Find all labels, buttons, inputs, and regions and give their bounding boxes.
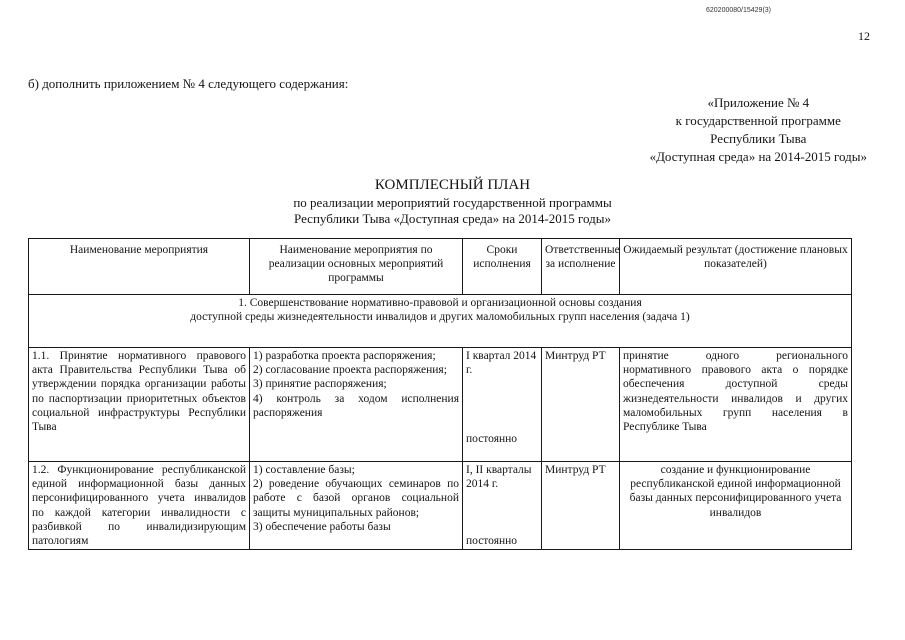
appendix-line: к государственной программе <box>675 113 841 128</box>
step-item: 4) контроль за ходом исполнения распоряжения <box>253 392 459 419</box>
section-heading-line: 1. Совершенствование нормативно-правовой и организационной основы создания <box>238 297 642 309</box>
term-end: постоянно <box>466 535 518 548</box>
appendix-block <box>650 94 867 166</box>
term-cell <box>463 348 542 462</box>
table-header-row <box>29 239 852 295</box>
step-item: 3) принятие распоряжения; <box>253 378 387 391</box>
appendix-line: «Приложение № 4 <box>707 95 810 110</box>
responsible-cell: Минтруд РТ <box>542 348 620 462</box>
plan-table <box>28 238 852 550</box>
column-header: Ожидаемый результат (достижение плановых показателей) <box>620 239 852 295</box>
column-header: Наименование мероприятия по реализации основных мероприятий программы <box>250 239 463 295</box>
section-row <box>29 295 852 348</box>
step-item: 2) роведение обучающих семинаров по работе с базой органов социальной защиты муниципальных районов; <box>253 478 459 519</box>
plan-title: КОМПЛЕСНЫЙ ПЛАН <box>374 177 531 193</box>
column-header: Ответственные за исполнение <box>542 239 620 295</box>
column-header: Сроки исполнения <box>463 239 542 295</box>
intro-text: б) дополнить приложением № 4 следующего содержания: <box>28 76 349 91</box>
activity-steps <box>250 348 463 462</box>
document-id: 620200080/15429(3) <box>706 7 772 14</box>
step-item: 3) обеспечение работы базы <box>253 520 391 533</box>
appendix-line: «Доступная среда» на 2014-2015 годы» <box>649 149 867 164</box>
table-row <box>29 462 852 550</box>
step-item: 1) разработка проекта распоряжения; <box>253 350 436 362</box>
section-heading <box>29 295 852 348</box>
responsible-cell: Минтруд РТ <box>542 462 620 550</box>
page-number: 12 <box>858 29 870 43</box>
result-cell: создание и функционирование республиканской единой информационной базы данных персонифицированного учета инвалидов <box>620 462 852 550</box>
table-row <box>29 348 852 462</box>
column-header: Наименование мероприятия <box>29 239 250 295</box>
appendix-line: Республики Тыва <box>710 131 807 146</box>
activity-name: 1.2. Функционирование республиканской единой информационной базы данных персонифицированного учета инвалидов по каждой категории инвалидности с разбивкой по инвалидизирующим патологиям <box>29 462 250 550</box>
plan-subtitle <box>0 195 905 227</box>
term-end: постоянно <box>466 432 518 445</box>
term-start: I, II кварталы 2014 г. <box>466 464 532 491</box>
section-heading-line: доступной среды жизнедеятельности инвалидов и других маломобильных групп населения (задача 1) <box>190 311 690 324</box>
activity-steps <box>250 462 463 550</box>
plan-subtitle-line: Республики Тыва «Доступная среда» на 2014-2015 годы» <box>294 211 611 226</box>
term-start: I квартал 2014 г. <box>466 350 537 377</box>
term-cell <box>463 462 542 550</box>
activity-name: 1.1. Принятие нормативного правового акта Правительства Республики Тыва об утверждении порядка организации работы по паспортизации приоритетных объектов социальной инфраструктуры Республики Тыва <box>29 348 250 462</box>
plan-subtitle-line: по реализации мероприятий государственной программы <box>293 195 612 210</box>
step-item: 1) составление базы; <box>253 464 355 476</box>
result-cell: принятие одного регионального нормативного правового акта о порядке обеспечения доступной среды жизнедеятельности инвалидов и других маломобильных групп населения в Республике Тыва <box>620 348 852 462</box>
step-item: 2) согласование проекта распоряжения; <box>253 364 447 377</box>
